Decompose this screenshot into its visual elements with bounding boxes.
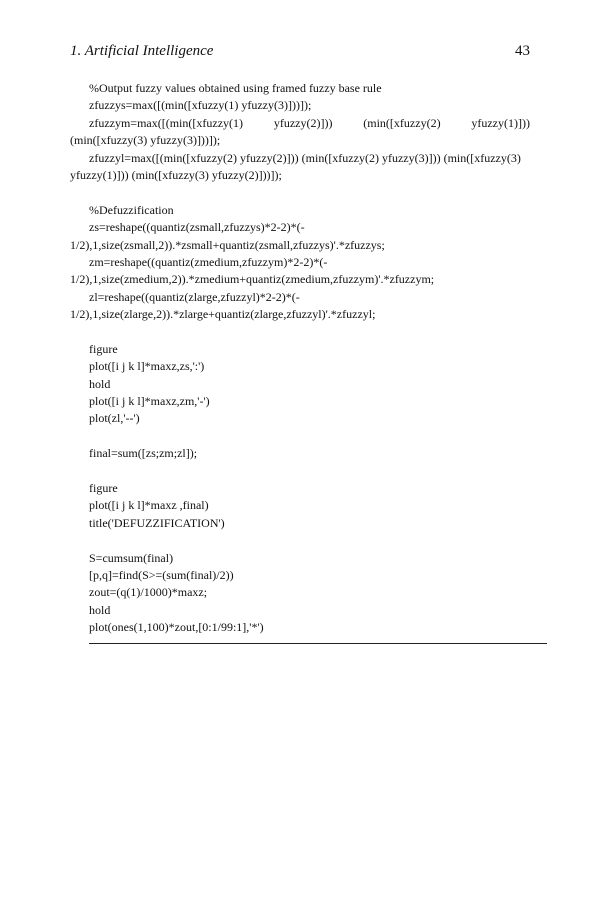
code-line-wrap: yfuzzy(1)])) (min([xfuzzy(3) yfuzzy(2)]))]); (70, 167, 282, 182)
code-line: zout=(q(1)/1000)*maxz; (89, 585, 208, 600)
end-rule (89, 643, 547, 644)
code-fragment: yfuzzy(2)])) (273, 115, 333, 130)
code-line: zl=reshape((quantiz(zlarge,zfuzzyl)*2-2)*(- (89, 289, 300, 304)
code-line: zm=reshape((quantiz(zmedium,zfuzzym)*2-2)*(- (89, 254, 328, 269)
code-line: figure (89, 480, 118, 495)
code-line: zs=reshape((quantiz(zsmall,zfuzzys)*2-2)*(- (89, 220, 305, 235)
code-line: plot([i j k l]*maxz,zs,':') (89, 359, 205, 374)
code-line: final=sum([zs;zm;zl]); (89, 446, 198, 461)
code-comment: %Output fuzzy values obtained using framed fuzzy base rule (89, 81, 382, 95)
code-fragment: yfuzzy(1)])) (471, 115, 530, 130)
code-line-justified (70, 115, 530, 132)
code-fragment: (min([xfuzzy(2) (363, 115, 441, 130)
code-listing (70, 80, 530, 644)
code-line: hold (89, 602, 111, 617)
code-fragment: zfuzzym=max([(min([xfuzzy(1) (89, 115, 244, 130)
code-line: figure (89, 341, 118, 356)
running-header (70, 43, 530, 63)
code-line-wrap: 1/2),1,size(zmedium,2)).*zmedium+quantiz(zmedium,zfuzzym)'.*zfuzzym; (70, 272, 435, 287)
code-line: [p,q]=find(S>=(sum(final)/2)) (89, 567, 234, 582)
code-line-wrap: (min([xfuzzy(3) yfuzzy(3)]))]); (70, 133, 221, 148)
code-line: S=cumsum(final) (89, 550, 174, 565)
code-line: zfuzzyl=max([(min([xfuzzy(2) yfuzzy(2)])) (min([xfuzzy(2) yfuzzy(3)])) (min([xfuzzy(3) (89, 150, 521, 165)
code-comment: %Defuzzification (89, 202, 174, 217)
code-line-wrap: 1/2),1,size(zlarge,2)).*zlarge+quantiz(zlarge,zfuzzyl)'.*zfuzzyl; (70, 307, 376, 322)
code-line: plot([i j k l]*maxz ,final) (89, 498, 209, 513)
chapter-title: 1. Artificial Intelligence (70, 43, 214, 59)
code-line: hold (89, 376, 111, 391)
code-line-wrap: 1/2),1,size(zsmall,2)).*zsmall+quantiz(zsmall,zfuzzys)'.*zfuzzys; (70, 237, 385, 252)
page-number: 43 (515, 43, 530, 59)
code-line: title('DEFUZZIFICATION') (89, 515, 225, 530)
code-line: plot(ones(1,100)*zout,[0:1/99:1],'*') (89, 620, 264, 635)
code-line: plot([i j k l]*maxz,zm,'-') (89, 394, 210, 409)
code-line: plot(zl,'--') (89, 411, 140, 426)
code-line: zfuzzys=max([(min([xfuzzy(1) yfuzzy(3)]))]); (89, 98, 312, 113)
